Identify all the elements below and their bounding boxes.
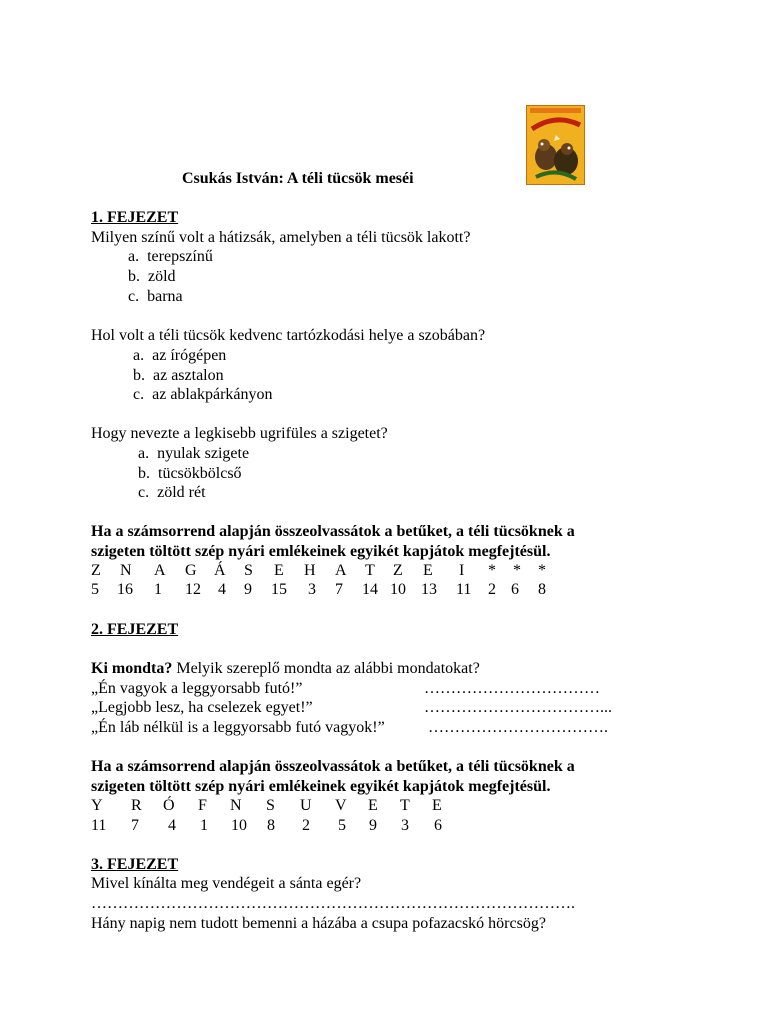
ch2-puzzle-instruction-line1: Ha a számsorrend alapján összeolvassátok a betűket, a téli tücsöknek a: [91, 758, 575, 775]
ch1-puzzle-number: 16: [117, 581, 133, 598]
ch1-puzzle-letter: A: [154, 562, 166, 579]
ch2-puzzle-letter: Ó: [163, 797, 175, 814]
ch2-puzzle-number: 10: [231, 817, 247, 834]
ch2-puzzle-instruction-line2: szigeten töltött szép nyári emlékeinek egyikét kapjátok megfejtésül.: [91, 778, 551, 795]
ch2-quote-2-blank: ……………………………...: [424, 699, 612, 716]
ch1-puzzle-letter: Á: [214, 562, 226, 579]
ch3-question-2: Hány napig nem tudott bemenni a házába a csupa pofazacskó hörcsög?: [91, 915, 546, 932]
ch1-puzzle-number: 3: [308, 581, 316, 598]
ch2-puzzle-number: 3: [401, 817, 409, 834]
ch1-puzzle-letter: E: [274, 562, 284, 579]
ch1-puzzle-number: 7: [335, 581, 343, 598]
ch1-q3-option-c: [138, 483, 206, 503]
ch1-q1-option-a: [128, 247, 213, 267]
ch1-puzzle-number: 5: [91, 581, 99, 598]
ch1-q1-option-c: [128, 287, 183, 307]
option-letter: c.: [138, 484, 150, 501]
ch1-puzzle-letter: H: [304, 562, 316, 579]
ch1-q2-option-c: [133, 385, 273, 405]
book-cover-image: [526, 105, 585, 185]
option-letter: a.: [128, 248, 140, 265]
ch1-q2-option-a: [133, 346, 226, 366]
ch2-quote-3-blank: …………………………….: [428, 719, 608, 736]
ch2-puzzle-letter: T: [400, 797, 410, 814]
ch1-puzzle-letter: Z: [91, 562, 101, 579]
ch1-puzzle-number: 9: [244, 581, 252, 598]
option-text: barna: [147, 288, 183, 305]
ch3-question-1-blank: ……………………………………………………………………………….: [91, 895, 575, 912]
ch1-puzzle-number: 11: [456, 581, 472, 598]
ch2-puzzle-letter: E: [432, 797, 442, 814]
option-letter: c.: [128, 288, 140, 305]
ch2-who-said-question: [91, 659, 480, 679]
ch1-puzzle-letter: I: [459, 562, 465, 579]
option-text: nyulak szigete: [157, 445, 250, 462]
ch2-puzzle-number: 5: [338, 817, 346, 834]
ch1-puzzle-letter: G: [185, 562, 197, 579]
ch2-puzzle-letter: U: [300, 797, 312, 814]
ch1-puzzle-instruction-line2: szigeten töltött szép nyári emlékeinek egyikét kapjátok megfejtésül.: [91, 543, 551, 560]
chapter-1-heading: 1. FEJEZET: [91, 209, 179, 226]
ch2-quote-1-blank: ……………………………: [424, 680, 600, 697]
ch1-question-1: Milyen színű volt a hátizsák, amelyben a téli tücsök lakott?: [91, 229, 471, 246]
ch1-puzzle-number: 4: [218, 581, 226, 598]
ch3-question-1: Mivel kínálta meg vendégeit a sánta egér?: [91, 875, 362, 892]
chapter-2-heading: 2. FEJEZET: [91, 621, 179, 638]
option-letter: b.: [133, 367, 145, 384]
ch1-puzzle-number: 2: [488, 581, 496, 598]
option-text: az asztalon: [153, 367, 224, 384]
ch2-puzzle-number: 4: [168, 817, 176, 834]
ch2-puzzle-number: 2: [302, 817, 310, 834]
who-said-rest: Melyik szereplő mondta az alábbi mondatokat?: [172, 660, 480, 677]
option-text: az írógépen: [152, 347, 227, 364]
ch1-puzzle-letter: S: [244, 562, 253, 579]
ch1-q3-option-b: [138, 464, 242, 484]
ch2-puzzle-letter: V: [335, 797, 347, 814]
option-letter: b.: [138, 465, 150, 482]
ch1-q1-option-b: [128, 267, 176, 287]
option-letter: a.: [133, 347, 145, 364]
ch2-puzzle-letter: F: [198, 797, 207, 814]
ch1-puzzle-number: 13: [421, 581, 437, 598]
ch1-question-3: Hogy nevezte a legkisebb ugrifüles a szigetet?: [91, 425, 388, 442]
ch1-puzzle-instruction-line1: Ha a számsorrend alapján összeolvassátok a betűket, a téli tücsöknek a: [91, 523, 575, 540]
ch1-puzzle-letter: *: [513, 562, 521, 579]
ch2-quote-3: „Én láb nélkül is a leggyorsabb futó vagyok!”: [91, 719, 385, 736]
ch1-puzzle-number: 1: [154, 581, 162, 598]
ch1-puzzle-letter: *: [538, 562, 546, 579]
ch1-q2-option-b: [133, 366, 224, 386]
option-text: zöld: [148, 268, 176, 285]
page-title: Csukás István: A téli tücsök meséi: [182, 170, 414, 187]
ch2-puzzle-number: 7: [131, 817, 139, 834]
ch2-puzzle-number: 8: [267, 817, 275, 834]
option-letter: c.: [133, 386, 145, 403]
ch2-puzzle-number: 11: [91, 817, 107, 834]
ch1-puzzle-number: 14: [362, 581, 378, 598]
ch2-puzzle-letter: N: [230, 797, 242, 814]
ch1-q3-option-a: [138, 444, 249, 464]
option-letter: a.: [138, 445, 150, 462]
ch1-question-2: Hol volt a téli tücsök kedvenc tartózkodási helye a szobában?: [91, 327, 486, 344]
ch2-puzzle-letter: Y: [91, 797, 103, 814]
ch2-puzzle-number: 1: [200, 817, 208, 834]
ch1-puzzle-number: 6: [511, 581, 519, 598]
chapter-3-heading: 3. FEJEZET: [91, 856, 179, 873]
option-text: tücsökbölcső: [158, 465, 242, 482]
option-text: zöld rét: [157, 484, 206, 501]
ch1-puzzle-number: 8: [538, 581, 546, 598]
ch1-puzzle-number: 15: [271, 581, 287, 598]
option-text: az ablakpárkányon: [152, 386, 273, 403]
ch2-puzzle-letter: S: [266, 797, 275, 814]
ch2-puzzle-number: 6: [434, 817, 442, 834]
ch1-puzzle-letter: A: [335, 562, 347, 579]
ch2-puzzle-letter: E: [368, 797, 378, 814]
who-said-label: Ki mondta?: [91, 660, 173, 677]
ch1-puzzle-number: 12: [185, 581, 201, 598]
ch1-puzzle-letter: Z: [393, 562, 403, 579]
option-text: terepszínű: [147, 248, 213, 265]
ch1-puzzle-letter: N: [120, 562, 132, 579]
ch1-puzzle-letter: T: [365, 562, 375, 579]
option-letter: b.: [128, 268, 140, 285]
ch1-puzzle-letter: *: [488, 562, 496, 579]
ch2-quote-1: „Én vagyok a leggyorsabb futó!”: [91, 680, 303, 697]
book-cover-illustration: [526, 105, 585, 185]
ch2-puzzle-number: 9: [369, 817, 377, 834]
ch2-puzzle-letter: R: [131, 797, 142, 814]
ch1-puzzle-number: 10: [390, 581, 406, 598]
ch1-puzzle-letter: E: [423, 562, 433, 579]
ch2-quote-2: „Legjobb lesz, ha cselezek egyet!”: [91, 699, 313, 716]
